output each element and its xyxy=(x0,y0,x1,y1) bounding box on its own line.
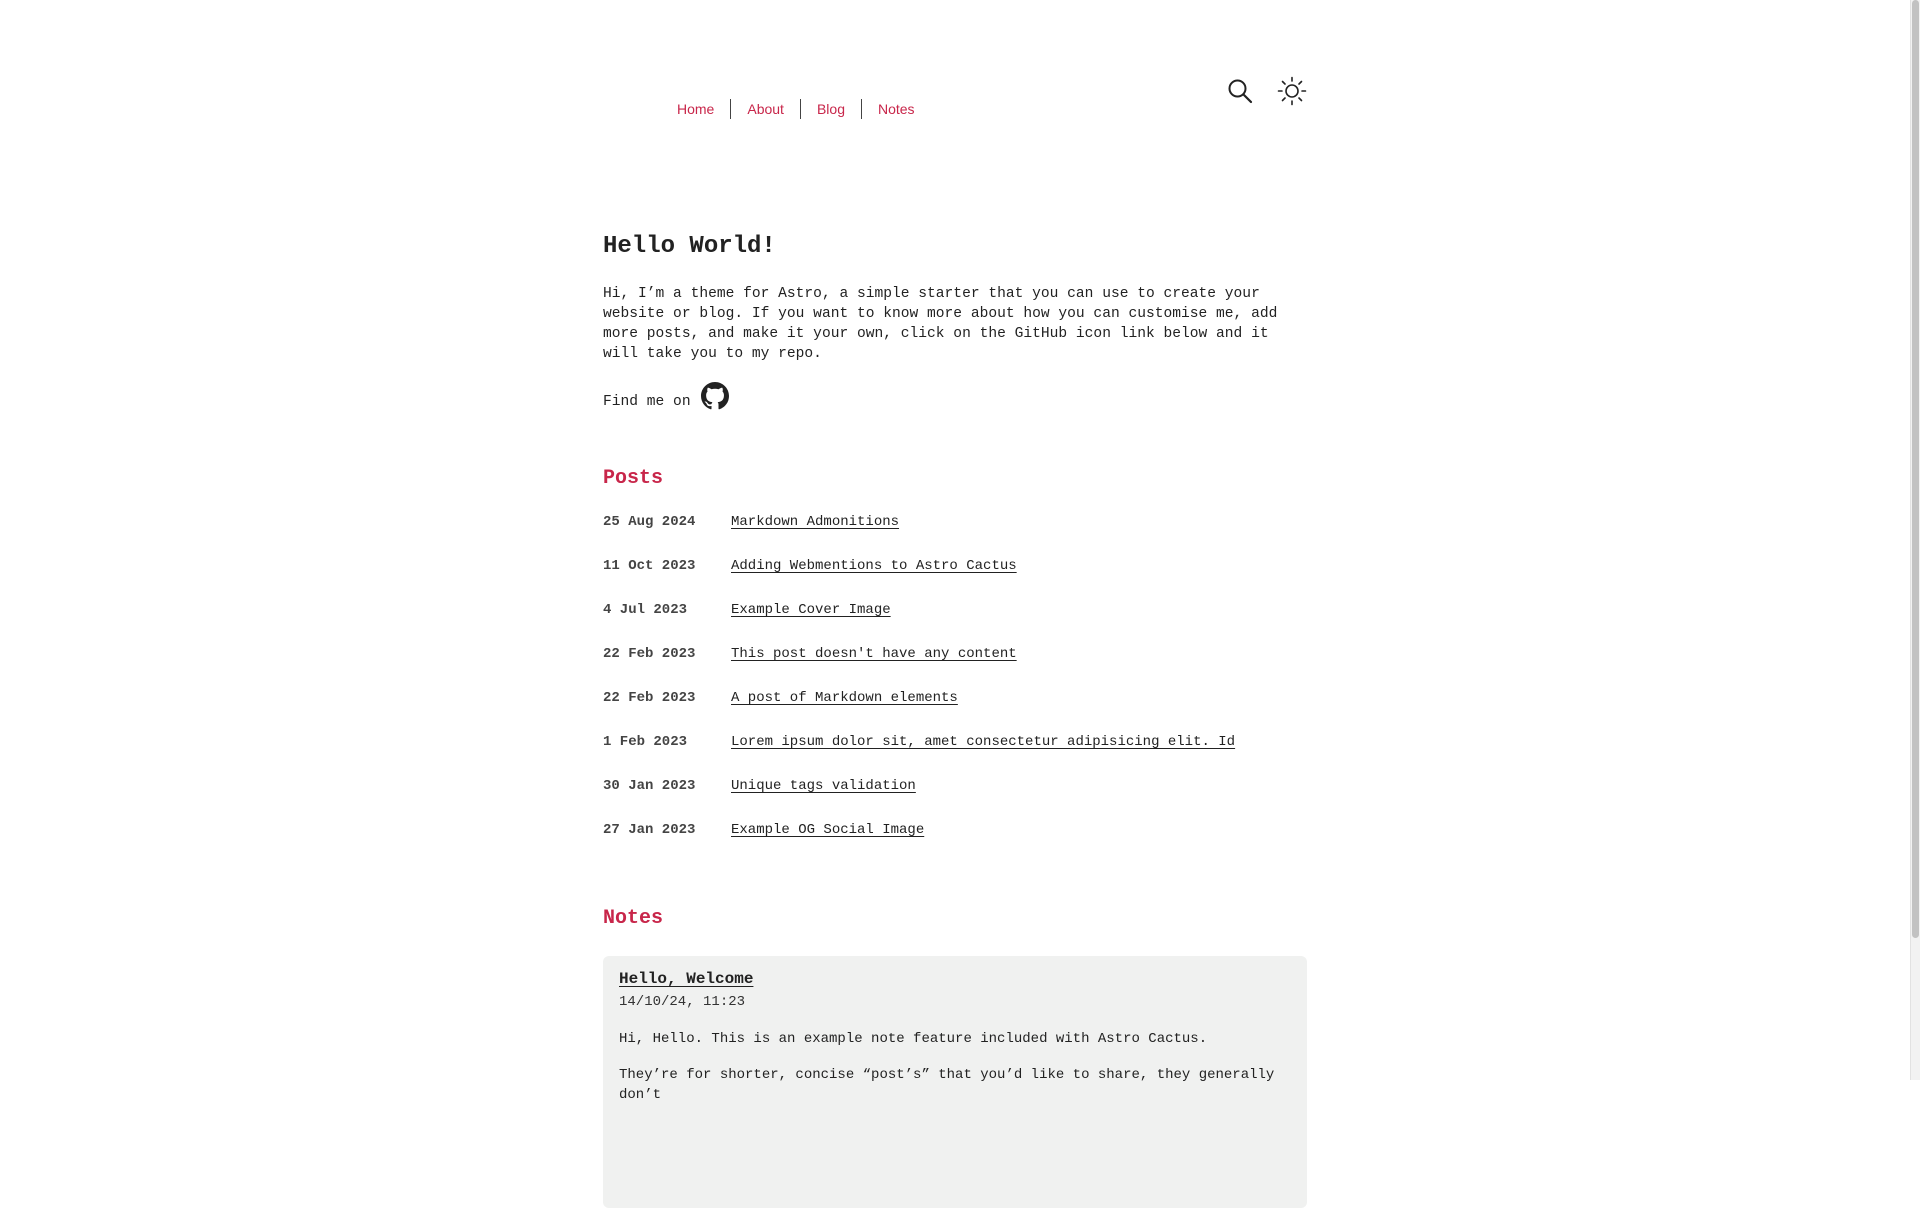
list-item xyxy=(603,688,1307,732)
post-date: 22 Feb 2023 xyxy=(603,690,696,706)
nav-notes-link[interactable]: Notes xyxy=(861,99,931,119)
post-link[interactable]: Example OG Social Image xyxy=(731,822,925,838)
post-date: 4 Jul 2023 xyxy=(603,602,688,618)
post-link[interactable]: Markdown Admonitions xyxy=(731,514,900,530)
note-body xyxy=(619,1029,1291,1105)
intro-text: Hi, I’m a theme for Astro, a simple starter that you can use to create your website or blog. If you want to know more about how you can customise me, add more posts, and make it your own, click on the GitHub icon link below and it will take you to my repo. xyxy=(603,286,1278,362)
list-item xyxy=(603,556,1307,600)
post-link[interactable]: Adding Webmentions to Astro Cactus xyxy=(731,558,1017,574)
search-icon xyxy=(1227,78,1253,104)
post-link[interactable]: Unique tags validation xyxy=(731,778,916,794)
list-item xyxy=(603,644,1307,688)
nav-blog-link[interactable]: Blog xyxy=(800,99,861,119)
github-icon xyxy=(701,382,729,410)
theme-toggle-button[interactable] xyxy=(1277,76,1307,106)
site-logo[interactable] xyxy=(603,82,655,134)
notes-heading: Notes xyxy=(603,907,664,930)
post-date: 25 Aug 2024 xyxy=(603,514,696,530)
sun-icon xyxy=(1277,76,1307,106)
page-title: Hello World! xyxy=(603,233,776,260)
post-link[interactable]: A post of Markdown elements xyxy=(731,690,958,706)
main-content xyxy=(603,228,1307,1208)
post-date: 30 Jan 2023 xyxy=(603,778,696,794)
github-link[interactable] xyxy=(701,382,729,410)
search-button[interactable] xyxy=(1225,76,1255,106)
post-date: 27 Jan 2023 xyxy=(603,822,696,838)
find-me-label: Find me on xyxy=(603,394,691,410)
note-paragraph: Hi, Hello. This is an example note feature included with Astro Cactus. xyxy=(619,1031,1208,1047)
post-date: 1 Feb 2023 xyxy=(603,734,688,750)
post-date: 22 Feb 2023 xyxy=(603,646,696,662)
post-link[interactable]: Example Cover Image xyxy=(731,602,891,618)
note-card xyxy=(603,956,1307,1208)
note-title-link[interactable]: Hello, Welcome xyxy=(619,970,754,988)
find-me-row xyxy=(603,382,1307,410)
note-timestamp: 14/10/24, 11:23 xyxy=(619,994,746,1010)
list-item xyxy=(603,600,1307,644)
note-paragraph: They’re for shorter, concise “post’s” that you’d like to share, they generally don’t xyxy=(619,1067,1275,1103)
nav-home-link[interactable]: Home xyxy=(677,101,715,117)
nav-about-link[interactable]: About xyxy=(730,99,800,119)
post-link[interactable]: This post doesn't have any content xyxy=(731,646,1017,662)
list-item xyxy=(603,820,1307,864)
header-actions xyxy=(1225,76,1307,106)
list-item xyxy=(603,732,1307,776)
list-item xyxy=(603,512,1307,556)
main-nav xyxy=(675,99,931,119)
scrollbar-thumb[interactable] xyxy=(1912,0,1919,938)
post-link[interactable]: Lorem ipsum dolor sit, amet consectetur adipisicing elit. Id xyxy=(731,734,1236,750)
scrollbar[interactable] xyxy=(1910,0,1920,1080)
posts-heading: Posts xyxy=(603,467,664,490)
posts-list xyxy=(603,512,1307,864)
list-item xyxy=(603,776,1307,820)
site-header xyxy=(603,0,1307,150)
post-date: 11 Oct 2023 xyxy=(603,558,696,574)
